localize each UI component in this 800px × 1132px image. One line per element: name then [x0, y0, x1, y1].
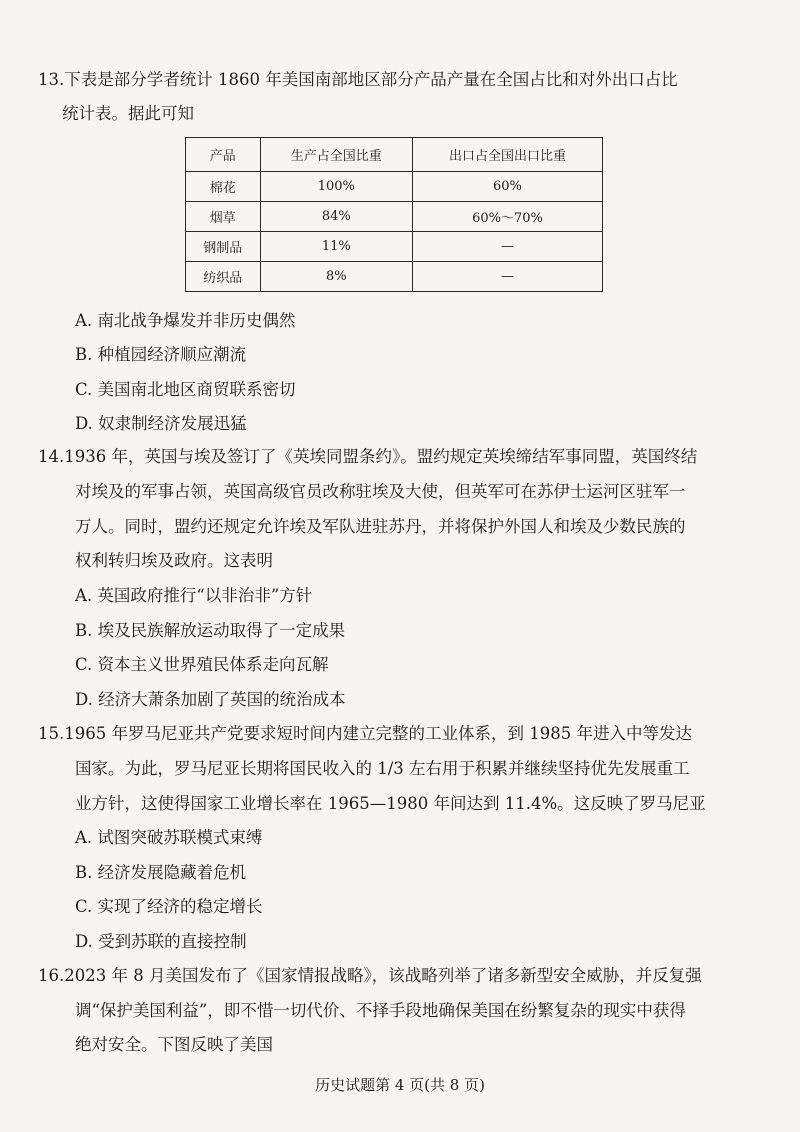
q15-stem-line3: 业方针，这使得国家工业增长率在 1965—1980 年间达到 11.4%。这反映了罗马尼亚: [75, 794, 706, 813]
table-cell: 100%: [260, 172, 412, 202]
q13-stem-line1: 13.下表是部分学者统计 1860 年美国南部地区部分产品产量在全国占比和对外出口占比: [38, 70, 678, 89]
table-cell: 84%: [260, 202, 412, 232]
q14-option-a[interactable]: A. 英国政府推行“以非治非”方针: [75, 586, 313, 605]
table-cell: 烟草: [186, 202, 261, 232]
q13-option-c[interactable]: C. 美国南北地区商贸联系密切: [75, 380, 296, 399]
table-row: [186, 262, 603, 292]
table-header-cell: 出口占全国出口比重: [412, 138, 602, 172]
q15-option-a[interactable]: A. 试图突破苏联模式束缚: [75, 828, 263, 847]
table-cell: 棉花: [186, 172, 261, 202]
q13-stem-line2: 统计表。据此可知: [62, 104, 194, 123]
table-header-cell: 产品: [186, 138, 261, 172]
table-cell: —: [412, 262, 602, 292]
table-header-cell: 生产占全国比重: [260, 138, 412, 172]
table-row: [186, 202, 603, 232]
q13-statistics-table: [185, 137, 603, 292]
q14-stem-line1: 14.1936 年，英国与埃及签订了《英埃同盟条约》。盟约规定英埃缔结军事同盟，英国终结: [38, 447, 698, 466]
q14-option-b[interactable]: B. 埃及民族解放运动取得了一定成果: [75, 621, 346, 640]
table-row: [186, 232, 603, 262]
table-cell: 8%: [260, 262, 412, 292]
q15-stem-line1: 15.1965 年罗马尼亚共产党要求短时间内建立完整的工业体系，到 1985 年进入中等发达: [38, 724, 692, 743]
q14-option-d[interactable]: D. 经济大萧条加剧了英国的统治成本: [75, 690, 346, 709]
q13-option-d[interactable]: D. 奴隶制经济发展迅猛: [75, 414, 247, 433]
q14-stem-line4: 权利转归埃及政府。这表明: [75, 551, 273, 570]
table-cell: 纺织品: [186, 262, 261, 292]
table-cell: 60%～70%: [412, 202, 602, 232]
table-cell: 11%: [260, 232, 412, 262]
q15-option-b[interactable]: B. 经济发展隐藏着危机: [75, 863, 247, 882]
q15-stem-line2: 国家。为此，罗马尼亚长期将国民收入的 1/3 左右用于积累并继续坚持优先发展重工: [75, 759, 690, 778]
q14-option-c[interactable]: C. 资本主义世界殖民体系走向瓦解: [75, 655, 329, 674]
table-cell: —: [412, 232, 602, 262]
q15-option-d[interactable]: D. 受到苏联的直接控制: [75, 932, 247, 951]
q16-stem-line1: 16.2023 年 8 月美国发布了《国家情报战略》，该战略列举了诸多新型安全威胁，并反复强: [38, 966, 702, 985]
q16-stem-line2: 调“保护美国利益”，即不惜一切代价、不择手段地确保美国在纷繁复杂的现实中获得: [75, 1001, 686, 1020]
q14-stem-line2: 对埃及的军事占领，英国高级官员改称驻埃及大使，但英军可在苏伊士运河区驻军一: [75, 482, 686, 501]
q13-option-a[interactable]: A. 南北战争爆发并非历史偶然: [75, 311, 296, 330]
q13-option-b[interactable]: B. 种植园经济顺应潮流: [75, 345, 247, 364]
table-header-row: [186, 138, 603, 172]
table-cell: 钢制品: [186, 232, 261, 262]
table-row: [186, 172, 603, 202]
q15-option-c[interactable]: C. 实现了经济的稳定增长: [75, 897, 263, 916]
table-cell: 60%: [412, 172, 602, 202]
page-footer: 历史试题第 4 页(共 8 页): [315, 1076, 485, 1094]
q14-stem-line3: 万人。同时，盟约还规定允许埃及军队进驻苏丹，并将保护外国人和埃及少数民族的: [75, 517, 686, 536]
q16-stem-line3: 绝对安全。下图反映了美国: [75, 1035, 273, 1054]
